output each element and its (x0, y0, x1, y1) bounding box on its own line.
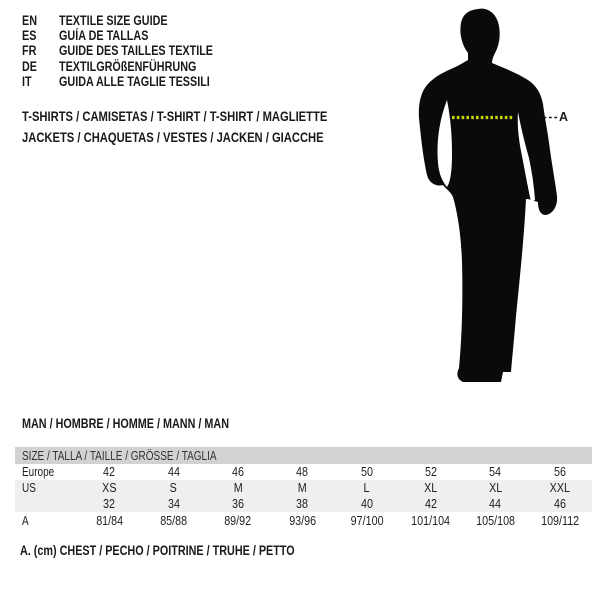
category-jackets: JACKETS / CHAQUETAS / VESTES / JACKEN / GIACCHE (22, 129, 324, 146)
section-heading-man: MAN / HOMBRE / HOMME / MANN / MAN (22, 416, 229, 431)
language-label: GUIDE DES TAILLES TEXTILE (59, 43, 214, 59)
size-cell: 105/108 (476, 513, 515, 528)
table-row-chest-a (15, 512, 592, 529)
size-cell: 101/104 (411, 513, 451, 528)
man-silhouette (419, 9, 557, 382)
language-row (22, 74, 252, 89)
language-row (22, 28, 252, 43)
size-cell: 42 (425, 497, 438, 511)
language-row (22, 43, 252, 58)
size-cell: 46 (553, 497, 566, 511)
size-cell: 97/100 (350, 513, 384, 528)
garment-categories (22, 105, 404, 148)
size-table (15, 447, 592, 529)
size-cell: 81/84 (95, 513, 123, 528)
language-code: ES (22, 28, 37, 44)
table-row-us-numeric (15, 496, 592, 512)
table-row-europe (15, 464, 592, 480)
language-label: TEXTILE SIZE GUIDE (59, 13, 168, 29)
row-label: US (22, 481, 36, 495)
category-tshirts: T-SHIRTS / CAMISETAS / T-SHIRT / T-SHIRT / MAGLIETTE (22, 107, 328, 124)
language-code: IT (22, 73, 32, 89)
size-cell: 85/88 (160, 513, 188, 528)
chest-marker-label: A (559, 110, 569, 124)
size-cell: 109/112 (540, 513, 579, 528)
size-cell: 36 (231, 497, 244, 511)
language-code: FR (22, 43, 37, 59)
size-cell: XL (424, 481, 438, 495)
language-label: TEXTILGRÖßENFÜHRUNG (59, 58, 197, 74)
size-cell: L (363, 481, 370, 495)
size-cell: 54 (489, 465, 502, 479)
size-cell: 89/92 (224, 513, 252, 528)
size-cell: 32 (103, 497, 116, 511)
language-code: DE (22, 58, 38, 74)
row-label: A (22, 513, 29, 528)
size-cell: XL (488, 481, 503, 495)
size-cell: 38 (296, 497, 309, 511)
size-table-header (15, 447, 592, 464)
language-code: EN (22, 13, 38, 29)
size-cell: XS (102, 481, 117, 495)
size-cell: 42 (103, 465, 116, 479)
language-label: GUIDA ALLE TAGLIE TESSILI (59, 73, 210, 89)
size-cell: S (169, 481, 178, 495)
size-cell: 44 (167, 465, 180, 479)
language-row (22, 13, 252, 28)
size-cell: 50 (360, 465, 373, 479)
chest-footnote: A. (cm) CHEST / PECHO / POITRINE / TRUHE / PETTO (20, 543, 295, 558)
table-row-us (15, 480, 592, 496)
language-row (22, 59, 252, 74)
size-cell: M (233, 481, 243, 495)
size-cell: 34 (167, 497, 180, 511)
language-label: GUÍA DE TALLAS (59, 28, 149, 44)
row-label: Europe (22, 465, 55, 479)
size-cell: 40 (360, 497, 373, 511)
size-cell: 93/96 (288, 513, 316, 528)
size-cell: 46 (231, 465, 244, 479)
size-cell: 52 (425, 465, 438, 479)
size-cell: XXL (549, 481, 570, 495)
size-cell: 48 (296, 465, 309, 479)
language-list (22, 13, 252, 89)
size-table-header-label: SIZE / TALLA / TAILLE / GRÖSSE / TAGLIA (22, 448, 217, 463)
size-cell: M (297, 481, 307, 495)
size-cell: 56 (553, 465, 566, 479)
size-cell: 44 (489, 497, 502, 511)
man-silhouette-image (400, 0, 600, 400)
